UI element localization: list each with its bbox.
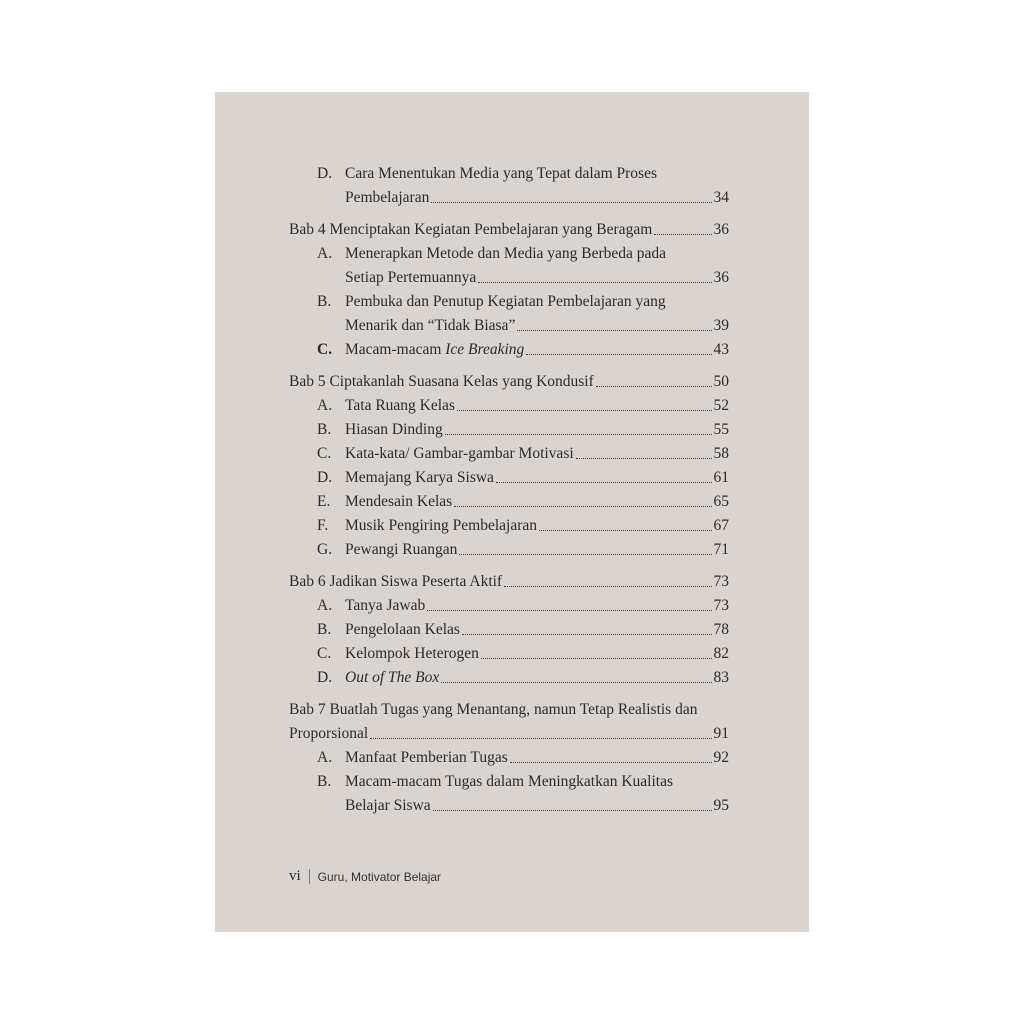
page-number: 43 — [713, 341, 729, 358]
page-number: 73 — [713, 573, 729, 590]
dot-leader — [445, 433, 712, 435]
footer-book-title: Guru, Motivator Belajar — [317, 869, 442, 884]
page-number: 78 — [713, 621, 729, 638]
page-number: 82 — [713, 645, 729, 662]
entry-letter: D. — [317, 469, 333, 486]
entry-title-cont: Menarik dan “Tidak Biasa” — [345, 317, 516, 334]
footer-page-number: vi — [289, 868, 301, 884]
entry-letter: B. — [317, 773, 332, 790]
page-number: 39 — [713, 317, 729, 334]
page-number: 83 — [713, 669, 729, 686]
toc-entry-c4 — [289, 338, 729, 362]
toc-chapter-bab6 — [289, 570, 729, 594]
page-number: 71 — [713, 541, 729, 558]
toc-chapter-bab4 — [289, 218, 729, 242]
page-number: 95 — [713, 797, 729, 814]
page-number: 67 — [713, 517, 729, 534]
entry-title: Tanya Jawab — [345, 597, 426, 614]
dot-leader — [459, 553, 711, 555]
chapter-title: Bab 5 Ciptakanlah Suasana Kelas yang Kondusif — [289, 373, 594, 390]
entry-title: Cara Menentukan Media yang Tepat dalam Proses — [345, 165, 657, 182]
entry-letter: D. — [317, 165, 333, 182]
toc-entry-d5 — [289, 466, 729, 490]
dot-leader — [433, 809, 712, 811]
dot-leader — [462, 633, 712, 635]
dot-leader — [481, 657, 712, 659]
entry-title-italic: Out of The Box — [345, 669, 440, 686]
entry-title: Macam-macam Tugas dalam Meningkatkan Kualitas — [345, 773, 674, 790]
page-number: 61 — [713, 469, 729, 486]
page-number: 50 — [713, 373, 729, 390]
entry-letter: G. — [317, 541, 333, 558]
dot-leader — [441, 681, 711, 683]
page-number: 52 — [713, 397, 729, 414]
toc-entry-b4-line2 — [289, 314, 729, 338]
entry-letter: C. — [317, 445, 332, 462]
entry-title: Memajang Karya Siswa — [345, 469, 494, 486]
entry-title: Pewangi Ruangan — [345, 541, 458, 558]
chapter-title: Bab 6 Jadikan Siswa Peserta Aktif — [289, 573, 503, 590]
book-page — [215, 92, 809, 932]
chapter-title: Bab 4 Menciptakan Kegiatan Pembelajaran yang Beragam — [289, 221, 653, 238]
dot-leader — [496, 481, 712, 483]
page-number: 34 — [713, 189, 729, 206]
toc-entry-a6 — [289, 594, 729, 618]
chapter-title-cont: Proporsional — [289, 725, 369, 742]
dot-leader — [654, 233, 711, 235]
dot-leader — [431, 201, 711, 203]
page-number: 36 — [713, 221, 729, 238]
toc-entry-c6 — [289, 642, 729, 666]
toc-chapter-bab7-line2 — [289, 722, 729, 746]
toc-chapter-bab5 — [289, 370, 729, 394]
page-number: 73 — [713, 597, 729, 614]
entry-letter: A. — [317, 245, 333, 262]
toc-entry-a7 — [289, 746, 729, 770]
page-footer — [289, 868, 441, 885]
dot-leader — [517, 329, 711, 331]
entry-title: Kelompok Heterogen — [345, 645, 479, 662]
page-number: 65 — [713, 493, 729, 510]
footer-divider — [309, 869, 310, 884]
entry-letter: A. — [317, 397, 333, 414]
entry-letter: D. — [317, 669, 333, 686]
dot-leader — [576, 457, 712, 459]
chapter-title: Bab 7 Buatlah Tugas yang Menantang, namun Tetap Realistis dan — [289, 701, 698, 718]
entry-letter: B. — [317, 421, 332, 438]
page-number: 58 — [713, 445, 729, 462]
dot-leader — [539, 529, 712, 531]
entry-title: Hiasan Dinding — [345, 421, 443, 438]
toc-entry-b7-line2 — [289, 794, 729, 818]
dot-leader — [526, 353, 711, 355]
entry-title-italic: Ice Breaking — [445, 341, 525, 358]
entry-title: Tata Ruang Kelas — [345, 397, 455, 414]
page-number: 36 — [713, 269, 729, 286]
page-number: 92 — [713, 749, 729, 766]
page-number: 55 — [713, 421, 729, 438]
entry-letter: E. — [317, 493, 331, 510]
toc-entry-a4-line2 — [289, 266, 729, 290]
entry-title: Macam-macam — [345, 341, 446, 358]
entry-letter: B. — [317, 293, 332, 310]
dot-leader — [427, 609, 711, 611]
dot-leader — [504, 585, 711, 587]
toc-entry-d6 — [289, 666, 729, 690]
entry-letter: F. — [317, 517, 329, 534]
toc-entry-b5 — [289, 418, 729, 442]
entry-title: Pengelolaan Kelas — [345, 621, 460, 638]
entry-title-cont: Setiap Pertemuannya — [345, 269, 477, 286]
entry-letter: A. — [317, 749, 333, 766]
toc-entry-b7-line1 — [289, 770, 729, 794]
entry-title: Musik Pengiring Pembelajaran — [345, 517, 537, 534]
toc-entry-d-media-line2 — [289, 186, 729, 210]
toc-entry-g5 — [289, 538, 729, 562]
toc-entry-e5 — [289, 490, 729, 514]
toc-entry-c5 — [289, 442, 729, 466]
dot-leader — [457, 409, 712, 411]
table-of-contents — [289, 162, 729, 818]
dot-leader — [510, 761, 712, 763]
toc-chapter-bab7-line1 — [289, 698, 729, 722]
entry-letter: A. — [317, 597, 333, 614]
toc-entry-f5 — [289, 514, 729, 538]
entry-title: Kata-kata/ Gambar-gambar Motivasi — [345, 445, 574, 462]
entry-letter: C. — [317, 341, 333, 358]
entry-letter: B. — [317, 621, 332, 638]
toc-entry-a4-line1 — [289, 242, 729, 266]
entry-title: Menerapkan Metode dan Media yang Berbeda pada — [345, 245, 667, 262]
entry-letter: C. — [317, 645, 332, 662]
toc-entry-d-media-line1 — [289, 162, 729, 186]
toc-entry-a5 — [289, 394, 729, 418]
dot-leader — [478, 281, 711, 283]
dot-leader — [370, 737, 711, 739]
toc-entry-b6 — [289, 618, 729, 642]
entry-title: Manfaat Pemberian Tugas — [345, 749, 508, 766]
entry-title: Mendesain Kelas — [345, 493, 453, 510]
toc-entry-b4-line1 — [289, 290, 729, 314]
dot-leader — [454, 505, 711, 507]
dot-leader — [596, 385, 712, 387]
entry-title-cont: Belajar Siswa — [345, 797, 431, 814]
page-number: 91 — [713, 725, 729, 742]
entry-title-cont: Pembelajaran — [345, 189, 430, 206]
entry-title: Pembuka dan Penutup Kegiatan Pembelajaran yang — [345, 293, 666, 310]
